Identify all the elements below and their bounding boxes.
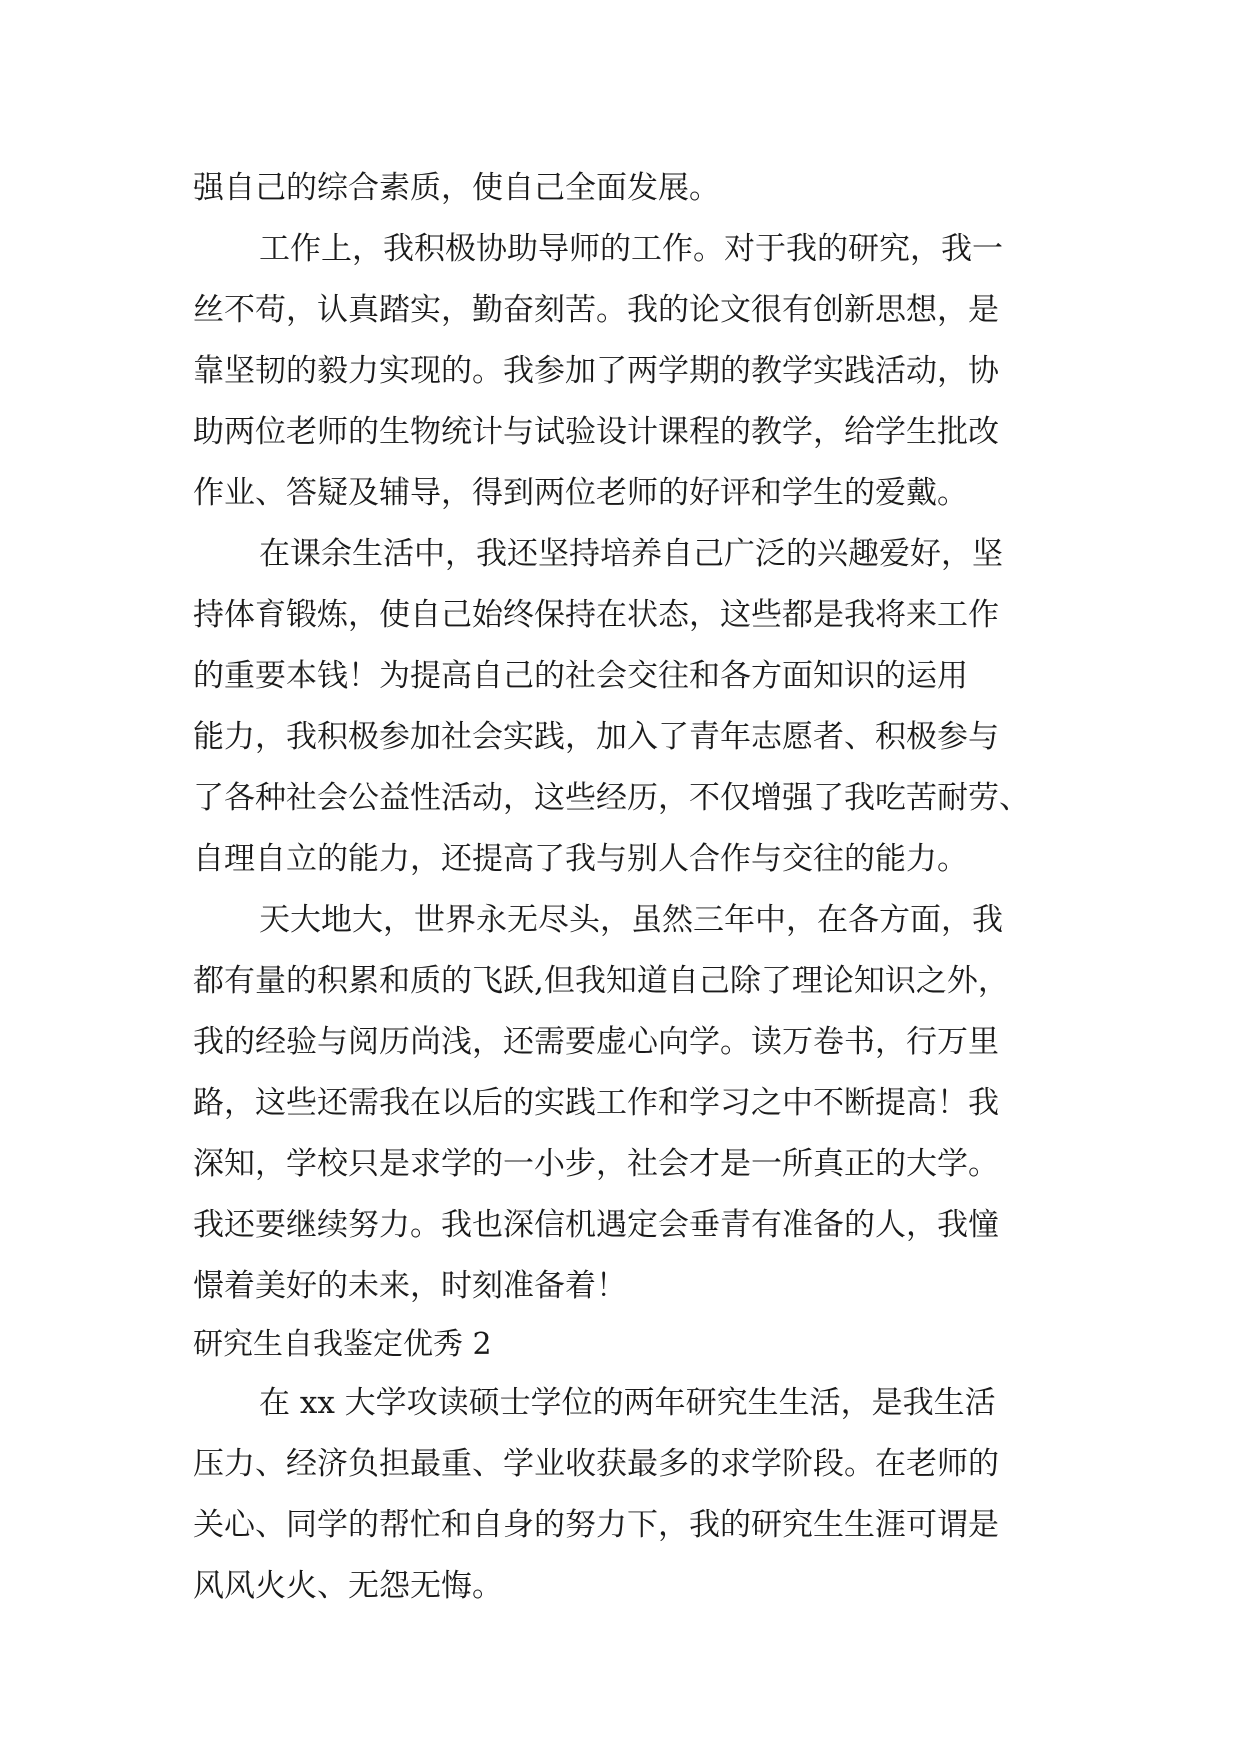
paragraph (193, 524, 1073, 890)
text-line: 天大地大，世界永无尽头，虽然三年中，在各方面，我 (259, 902, 1003, 938)
text-line: 在 xx 大学攻读硕士学位的两年研究生生活，是我生活 (259, 1385, 996, 1421)
text-line: 靠坚韧的毅力实现的。我参加了两学期的教学实践活动，协 (193, 353, 999, 389)
document-body (193, 158, 1073, 1617)
text-line: 丝不苟，认真踏实，勤奋刻苦。我的论文很有创新思想，是 (193, 292, 999, 328)
paragraph (193, 158, 1073, 219)
text-line: 助两位老师的生物统计与试验设计课程的教学，给学生批改 (193, 414, 999, 450)
paragraph (193, 219, 1073, 524)
text-line: 强自己的综合素质，使自己全面发展。 (193, 170, 720, 206)
text-line: 憬着美好的未来，时刻准备着！ (193, 1268, 627, 1304)
text-line: 工作上，我积极协助导师的工作。对于我的研究，我一 (259, 231, 1003, 267)
text-line: 压力、经济负担最重、学业收获最多的求学阶段。在老师的 (193, 1446, 999, 1482)
text-line: 作业、答疑及辅导，得到两位老师的好评和学生的爱戴。 (193, 475, 968, 511)
text-line: 我的经验与阅历尚浅，还需要虚心向学。读万卷书，行万里 (193, 1024, 999, 1060)
paragraph (193, 1373, 1073, 1617)
section-heading: 研究生自我鉴定优秀 2 (193, 1327, 492, 1362)
text-line: 路，这些还需我在以后的实践工作和学习之中不断提高！我 (193, 1085, 999, 1121)
text-line: 了各种社会公益性活动，这些经历，不仅增强了我吃苦耐劳、 (193, 780, 1030, 816)
text-line: 风风火火、无怨无悔。 (193, 1568, 503, 1604)
text-line: 都有量的积累和质的飞跃,但我知道自己除了理论知识之外， (193, 963, 1009, 999)
paragraph (193, 890, 1073, 1317)
text-line: 自理自立的能力，还提高了我与别人合作与交往的能力。 (193, 841, 968, 877)
text-line: 我还要继续努力。我也深信机遇定会垂青有准备的人，我憧 (193, 1207, 999, 1243)
text-line: 的重要本钱！为提高自己的社会交往和各方面知识的运用 (193, 658, 968, 694)
text-line: 持体育锻炼，使自己始终保持在状态，这些都是我将来工作 (193, 597, 999, 633)
text-line: 在课余生活中，我还坚持培养自己广泛的兴趣爱好，坚 (259, 536, 1003, 572)
text-line: 深知，学校只是求学的一小步，社会才是一所真正的大学。 (193, 1146, 999, 1182)
text-line: 能力，我积极参加社会实践，加入了青年志愿者、积极参与 (193, 719, 999, 755)
text-line: 关心、同学的帮忙和自身的努力下，我的研究生生涯可谓是 (193, 1507, 999, 1543)
